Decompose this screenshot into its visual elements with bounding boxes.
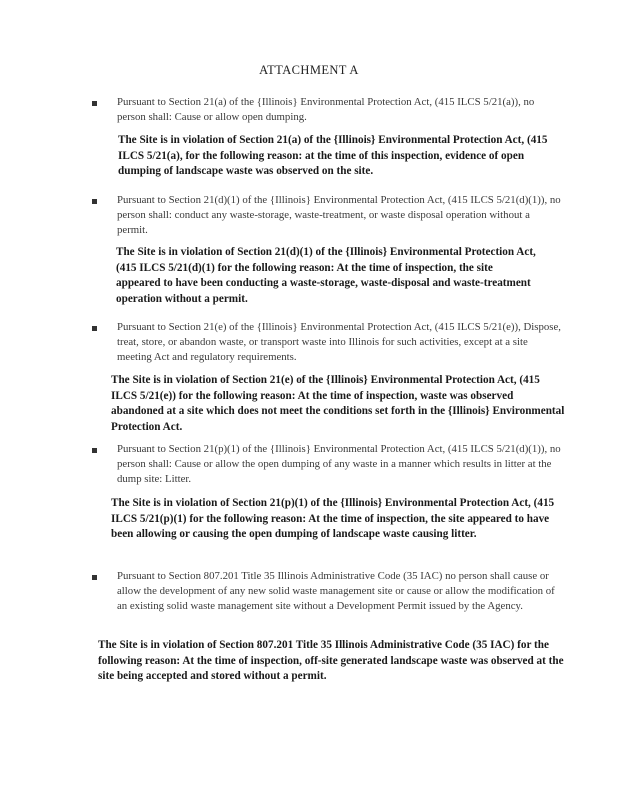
requirement-item — [92, 569, 562, 614]
requirement-text: Pursuant to Section 21(d)(1) of the {Illinois} Environmental Protection Act, (415 ILCS 5/21(d)(1)), no person shall: conduct any waste-storage, waste-treatment, or waste disposal operation without a permit. — [117, 194, 561, 236]
bullet-icon — [92, 326, 97, 331]
requirement-text: Pursuant to Section 807.201 Title 35 Illinois Administrative Code (35 IAC) no person shall cause or allow the development of any new solid waste management site or cause or allow the modification of an existing solid waste management site without a Development Permit issued by the Agency. — [117, 570, 555, 612]
requirement-item — [92, 193, 562, 238]
bullet-icon — [92, 448, 97, 453]
requirement-text: Pursuant to Section 21(p)(1) of the {Illinois} Environmental Protection Act, (415 ILCS 5/21(d)(1)), no person shall: Cause or allow the open dumping of any waste in a manner which results in litter at the dump site: Litter. — [117, 443, 561, 485]
page-title: ATTACHMENT A — [259, 63, 359, 77]
requirement-text: Pursuant to Section 21(a) of the {Illinois} Environmental Protection Act, (415 ILCS 5/21(a)), no person shall: Cause or allow open dumping. — [117, 96, 535, 123]
requirement-item — [92, 320, 562, 365]
bullet-icon — [92, 575, 97, 580]
requirement-text: Pursuant to Section 21(e) of the {Illinois} Environmental Protection Act, (415 ILCS 5/21(e)), Dispose, treat, store, or abandon waste, or transport waste into Illinois for such activities, except at a site meeting Act and regulatory requirements. — [117, 321, 561, 363]
requirement-item — [92, 95, 562, 125]
violation-text: The Site is in violation of Section 21(a) of the {Illinois} Environmental Protection Act, (415 ILCS 5/21(a), for the following reason: at the time of this inspection, evidence of open dumping of landscape waste was observed on the site. — [118, 134, 548, 178]
violation-text: The Site is in violation of Section 21(d)(1) of the {Illinois} Environmental Protection Act, (415 ILCS 5/21(d)(1) for the following reason: At the time of inspection, the site appeared to have been conducting a waste-storage, waste-disposal and waste-treatment operation without a permit. — [116, 246, 536, 305]
bullet-icon — [92, 101, 97, 106]
violation-text: The Site is in violation of Section 807.201 Title 35 Illinois Administrative Code (35 IAC) for the following reason: At the time of inspection, off-site generated landscape waste was observed at the site being accepted and stored without a permit. — [98, 639, 564, 683]
violation-text: The Site is in violation of Section 21(p)(1) of the {Illinois} Environmental Protection Act, (415 ILCS 5/21(p)(1) for the following reason: At the time of inspection, the site appeared to have been allowing or causing the open dumping of landscape waste causing litter. — [111, 497, 555, 541]
violation-text: The Site is in violation of Section 21(e) of the {Illinois} Environmental Protection Act, (415 ILCS 5/21(e)) for the following reason: At the time of inspection, waste was observed abandoned at a site which does not meet the conditions set forth in the {Illinois} Environmental Protection Act. — [111, 374, 565, 433]
bullet-icon — [92, 199, 97, 204]
requirement-item — [92, 442, 562, 487]
